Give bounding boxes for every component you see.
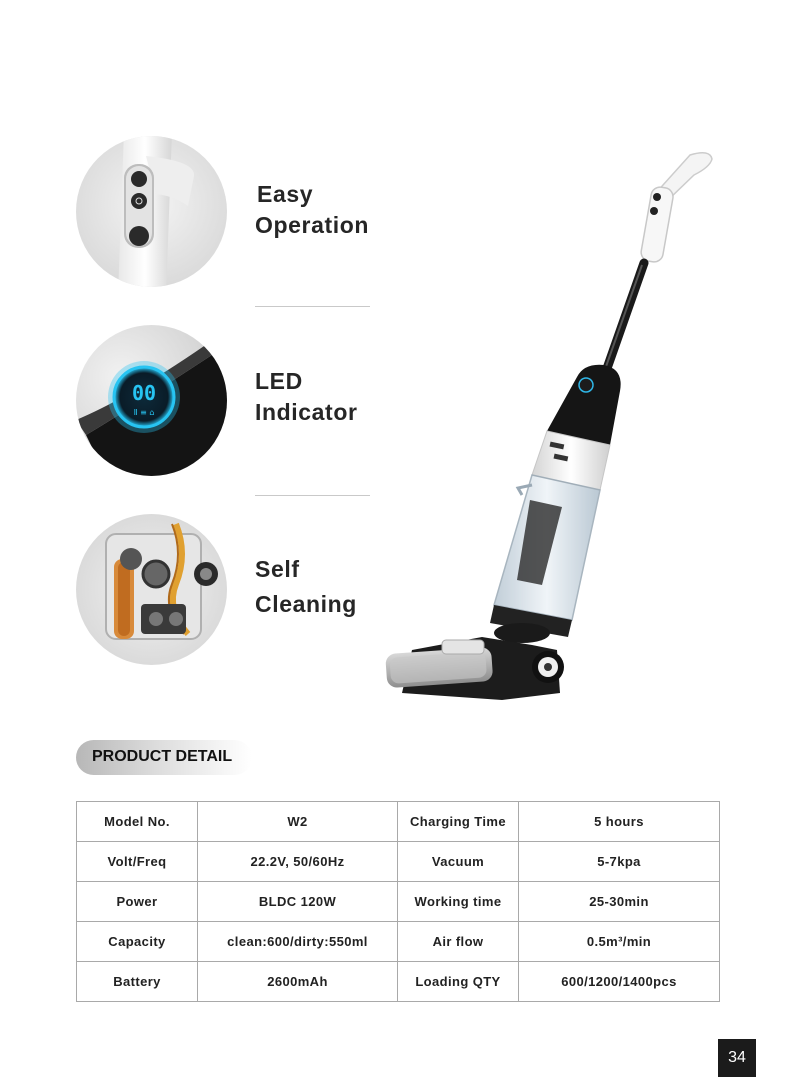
table-row	[77, 962, 720, 1002]
spec-value: 600/1200/1400pcs	[519, 962, 720, 1002]
vacuum-product-image	[372, 145, 722, 715]
product-specs-table	[76, 801, 720, 1002]
spec-label: Volt/Freq	[77, 842, 198, 882]
spec-label: Model No.	[77, 802, 198, 842]
feature-title-line2: Operation	[255, 212, 370, 238]
feature-title-led-indicator	[255, 366, 358, 428]
product-detail-header	[76, 740, 252, 775]
easy-operation-image	[76, 136, 227, 287]
spec-value: 5-7kpa	[519, 842, 720, 882]
spec-value: BLDC 120W	[198, 882, 398, 922]
spec-value: W2	[198, 802, 398, 842]
spec-label: Vacuum	[398, 842, 519, 882]
feature-divider	[255, 495, 370, 496]
spec-label: Capacity	[77, 922, 198, 962]
table-row	[77, 882, 720, 922]
feature-title-line1: LED	[255, 368, 303, 394]
feature-title-line1: Easy	[257, 181, 314, 207]
led-indicator-image	[76, 325, 227, 476]
page-number: 34	[718, 1039, 756, 1077]
feature-title-line1: Self	[255, 556, 300, 582]
table-row	[77, 842, 720, 882]
table-row	[77, 922, 720, 962]
spec-label: Charging Time	[398, 802, 519, 842]
spec-value: clean:600/dirty:550ml	[198, 922, 398, 962]
spec-label: Loading QTY	[398, 962, 519, 1002]
spec-value: 5 hours	[519, 802, 720, 842]
spec-value: 2600mAh	[198, 962, 398, 1002]
svg-text:Ⅱ ≡ ⌂: Ⅱ ≡ ⌂	[133, 408, 155, 417]
spec-label: Power	[77, 882, 198, 922]
self-cleaning-image	[76, 514, 227, 665]
spec-value: 22.2V, 50/60Hz	[198, 842, 398, 882]
svg-text:00: 00	[131, 381, 157, 405]
feature-title-line2: Cleaning	[255, 591, 357, 617]
spec-value: 25-30min	[519, 882, 720, 922]
feature-title-self-cleaning	[255, 554, 357, 620]
spec-label: Air flow	[398, 922, 519, 962]
feature-title-easy-operation	[255, 179, 369, 241]
feature-divider	[255, 306, 370, 307]
section-title: PRODUCT DETAIL	[92, 748, 233, 765]
spec-label: Working time	[398, 882, 519, 922]
spec-value: 0.5m³/min	[519, 922, 720, 962]
feature-title-line2: Indicator	[255, 399, 358, 425]
spec-label: Battery	[77, 962, 198, 1002]
table-row	[77, 802, 720, 842]
